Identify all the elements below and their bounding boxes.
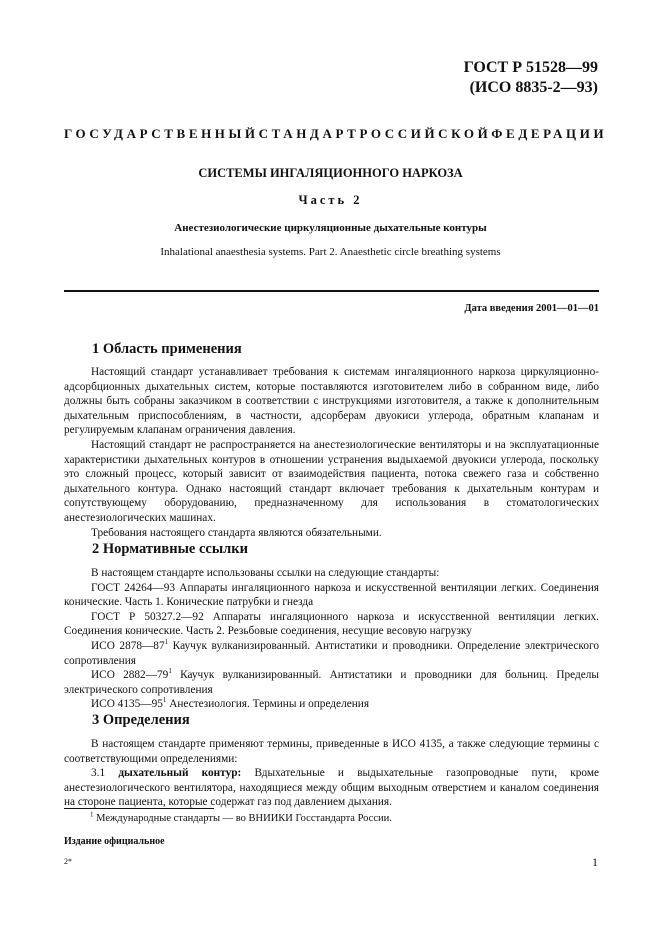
definition-number: 3.1	[91, 767, 119, 780]
reference-text: Каучук вулканизированный. Антистатики и проводники для больниц. Пределы электрического сопротивления	[64, 669, 599, 696]
banner-word: ГОСУДАРСТВЕННЫЙ	[64, 126, 259, 141]
footnote-text: Международные стандарты — во ВНИИКИ Госстандарта России.	[93, 813, 392, 824]
reference-code: ИСО 2882—79	[91, 669, 169, 682]
document-subtitle: Анестезиологические циркуляционные дыхательные контуры	[174, 222, 487, 234]
reference-code: ИСО 4135—95	[91, 698, 163, 711]
paragraph: Настоящий стандарт не распространяется на анестезиологические вентиляторы и на эксплуатационные характеристики дыхательных контуров в отношении устранения выдыхаемой двуокиси углерода, поскольку это сложный процесс, который зависит от взаимодействия пациента, потока свежего газа и собственно дыхательного контура. Однако настоящий стандарт включает требования к дыхательным контурам и сопутствующему оборудованию, предназначенному для использования в стоматологических анестезиологических машинах.	[64, 438, 599, 524]
footnote-marker: 1	[90, 810, 94, 819]
standard-designation	[464, 58, 598, 98]
section-1-body	[64, 365, 599, 540]
part-label: Часть 2	[298, 193, 363, 207]
reference-item: ГОСТ 24264—93 Аппараты ингаляционного наркоза и искусственной вентиляции легких. Соединения конические. Часть 1. Конические патрубки и гнезда	[64, 581, 599, 609]
section-2-body	[64, 566, 599, 712]
banner-word: СТАНДАРТ	[258, 126, 360, 141]
page-number: 1	[592, 855, 598, 869]
paragraph: В настоящем стандарте использованы ссылки на следующие стандарты:	[91, 567, 440, 579]
paragraph: Требования настоящего стандарта являются обязательными.	[91, 526, 382, 539]
paragraph: В настоящем стандарте применяют термины, приведенные в ИСО 4135, а также следующие термины с соответствующими определениями:	[64, 738, 599, 765]
definition-term: дыхательный контур:	[118, 767, 242, 780]
section-3-body	[64, 737, 599, 810]
banner-word: РОССИЙСКОЙ	[359, 126, 492, 141]
standard-number: ГОСТ Р 51528—99	[463, 59, 598, 76]
reference-item	[64, 639, 599, 668]
title-divider	[64, 290, 599, 292]
footnote-marker: 1	[168, 667, 172, 676]
footnote-marker: 1	[162, 696, 167, 705]
reference-text: Анестезиология. Термины и определения	[166, 698, 370, 711]
state-standard-banner	[64, 126, 608, 142]
effective-date: Дата введения 2001—01—01	[464, 303, 599, 314]
english-title: Inhalational anaesthesia systems. Part 2. Anaesthetic circle breathing systems	[160, 246, 501, 258]
definition-item	[64, 766, 599, 810]
reference-text: Каучук вулканизированный. Антистатики и проводники. Определение электрического сопротивления	[64, 639, 599, 667]
footnote-marker: 1	[164, 638, 169, 647]
document-title: СИСТЕМЫ ИНГАЛЯЦИОННОГО НАРКОЗА	[198, 166, 463, 180]
section-1-heading: 1 Область применения	[92, 341, 242, 357]
official-edition-label: Издание официальное	[64, 836, 165, 847]
reference-code: ИСО 2878—87	[91, 639, 165, 652]
banner-word: ФЕДЕРАЦИИ	[491, 126, 608, 141]
reference-item	[64, 668, 599, 697]
section-3-heading: 3 Определения	[92, 712, 190, 728]
footnote-divider	[64, 808, 214, 809]
definition-text: Вдыхательные и выдыхательные газопроводные пути, кроме анестезиологического вентилятора, находящиеся между общим выходным отверстием и каналом соединения на стороне пациента, которые содержат газ под давлением дыхания.	[64, 767, 599, 809]
footnote	[90, 810, 392, 824]
iso-reference: (ИСО 8835-2—93)	[469, 79, 598, 96]
reference-item: ГОСТ Р 50327.2—92 Аппараты ингаляционного наркоза и искусственной вентиляции легких. Соединения конические. Часть 2. Резьбовые соединения, несущие весовую нагрузку	[64, 610, 599, 638]
section-2-heading: 2 Нормативные ссылки	[92, 541, 248, 557]
reference-item	[64, 697, 599, 712]
paragraph: Настоящий стандарт устанавливает требования к системам ингаляционного наркоза циркуляционно-адсорбционных дыхательных систем, которые поставляются изготовителем либо в собранном виде, либо должны быть собраны заказчиком в соответствии с инструкциями изготовителя, а также к дополнительным дыхательным приспособлениям, в частности, адсорберам двуокиси углерода, обратным клапанам и регулируемым клапанам ограничения давления.	[64, 366, 599, 437]
signature-mark: 2*	[64, 857, 72, 866]
